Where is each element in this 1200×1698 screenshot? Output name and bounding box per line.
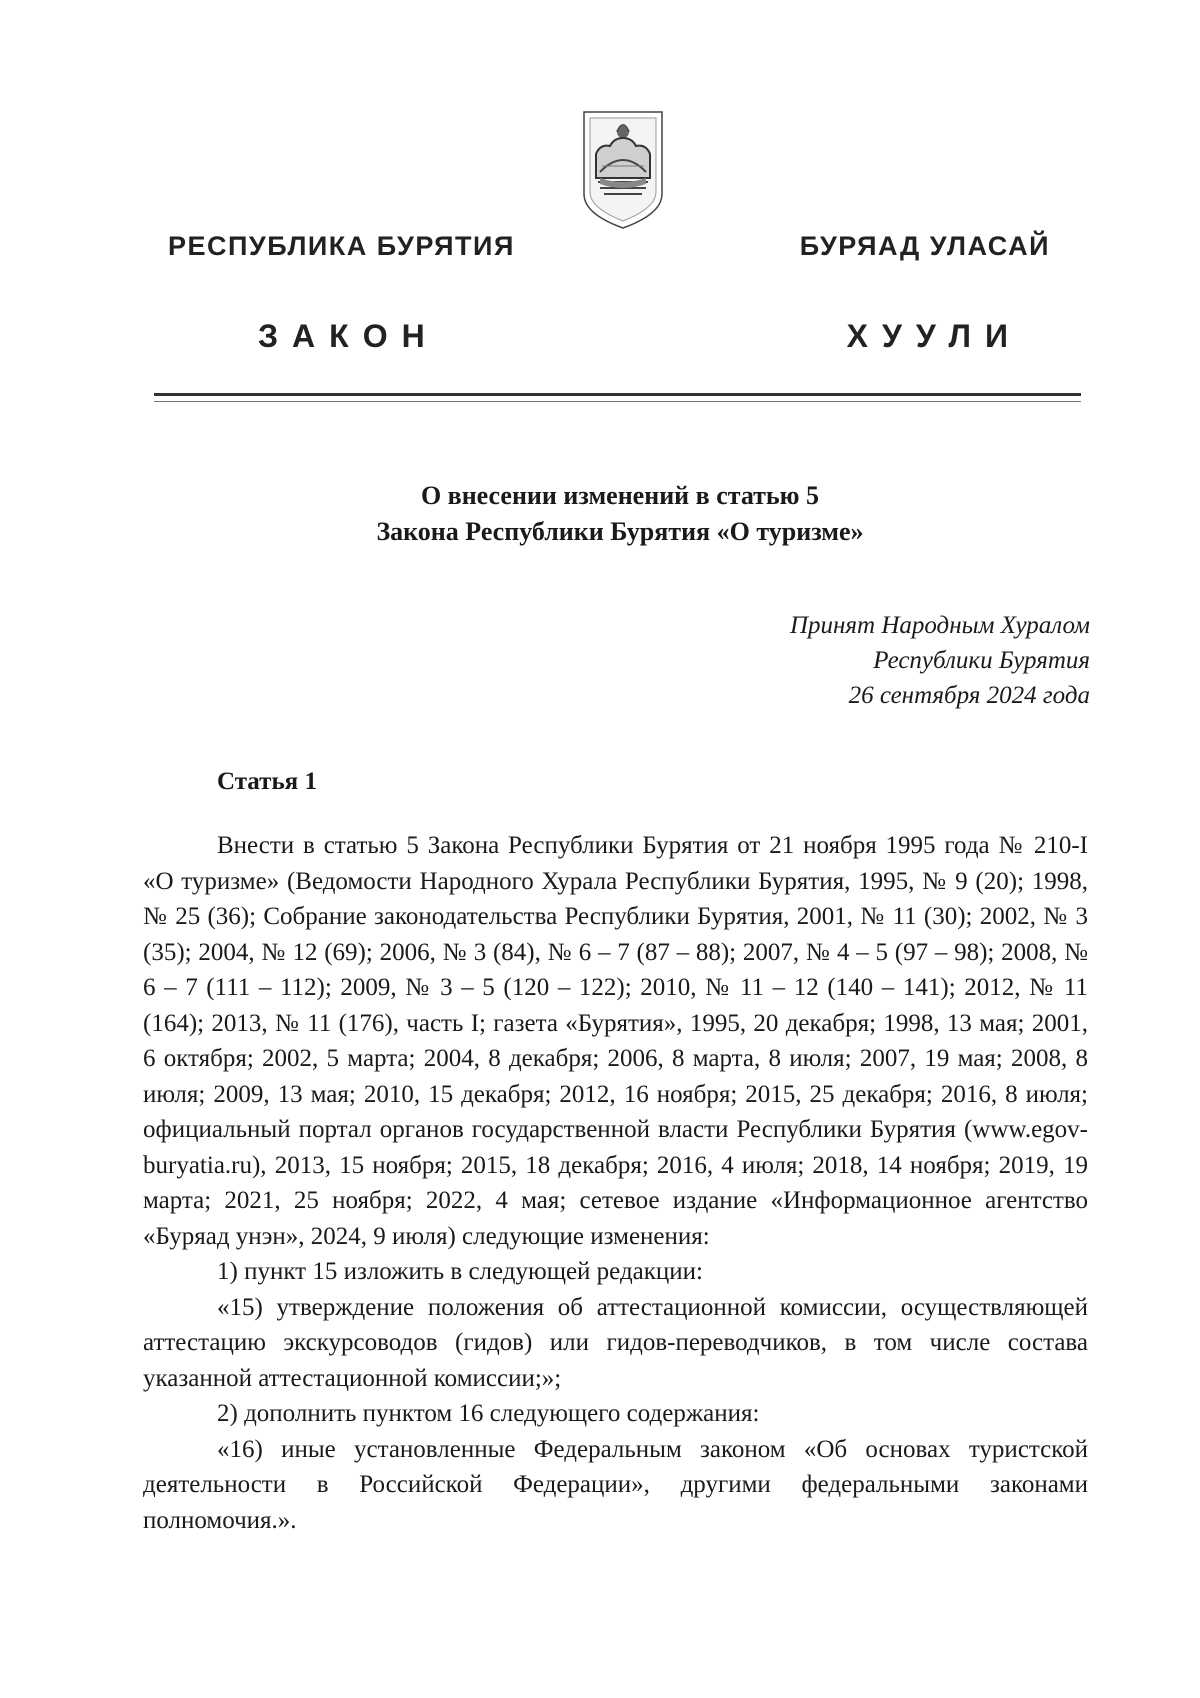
adoption-date: 26 сентября 2024 года xyxy=(848,682,1090,709)
document-title xyxy=(150,478,1090,550)
title-line: О внесении изменений в статью 5 xyxy=(420,481,820,510)
article-paragraph: «16) иные установленные Федеральным законом «Об основах туристской деятельности в Российской Федерации», другими федеральными законами полномочия.». xyxy=(143,1435,1088,1534)
coat-of-arms-icon xyxy=(580,108,666,232)
article-paragraph: 1) пункт 15 изложить в следующей редакции: xyxy=(217,1258,703,1285)
article-paragraph: «15) утверждение положения об аттестационной комиссии, осуществляющей аттестацию экскурсоводов (гидов) или гидов-переводчиков, в том числе состава указанной аттестационной комиссии;»; xyxy=(143,1293,1088,1392)
article-paragraph: 2) дополнить пунктом 16 следующего содержания: xyxy=(217,1400,760,1427)
adoption-line: Принят Народным Хуралом xyxy=(789,612,1090,639)
header-divider xyxy=(154,393,1081,402)
document-type-bua: ХУУЛИ xyxy=(846,318,1022,354)
article-body xyxy=(143,828,1088,1538)
article-paragraph: Внести в статью 5 Закона Республики Бурятия от 21 ноября 1995 года № 210-I «О туризме» (Ведомости Народного Хурала Республики Бурятия, 1995, № 9 (20); 1998, № 25 (36); Собрание законодательства Республики Бурятия, 2001, № 11 (30); 2002, № 3 (35); 2004, № 12 (69); 2006, № 3 (84), № 6 – 7 (87 – 88); 2007, № 4 – 5 (97 – 98); 2008, № 6 – 7 (111 – 112); 2009, № 3 – 5 (120 – 122); 2010, № 11 – 12 (140 – 141); 2012, № 11 (164); 2013, № 11 (176), часть I; газета «Бурятия», 1995, 20 декабря; 1998, 13 мая; 2001, 6 октября; 2002, 5 марта; 2004, 8 декабря; 2006, 8 марта, 8 июля; 2007, 19 мая; 2008, 8 июля; 2009, 13 мая; 2010, 15 декабря; 2012, 16 ноября; 2015, 25 декабря; 2016, 8 июля; официальный портал органов государственной власти Республики Бурятия (www.egov-buryatia.ru), 2013, 15 ноября; 2015, 18 декабря; 2016, 4 июля; 2018, 14 ноября; 2019, 19 марта; 2021, 25 ноября; 2022, 4 мая; сетевое издание «Информационное агентство «Буряад унэн», 2024, 9 июля) следующие изменения: xyxy=(143,832,1088,1250)
republic-name-bua: БУРЯАД УЛАСАЙ xyxy=(799,231,1050,261)
republic-name-ru: РЕСПУБЛИКА БУРЯТИЯ xyxy=(168,231,515,261)
adoption-line: Республики Бурятия xyxy=(873,647,1090,674)
article-heading: Статья 1 xyxy=(217,768,317,795)
adoption-note xyxy=(790,608,1090,713)
title-line: Закона Республики Бурятия «О туризме» xyxy=(376,517,864,546)
document-type-ru: ЗАКОН xyxy=(258,318,439,354)
